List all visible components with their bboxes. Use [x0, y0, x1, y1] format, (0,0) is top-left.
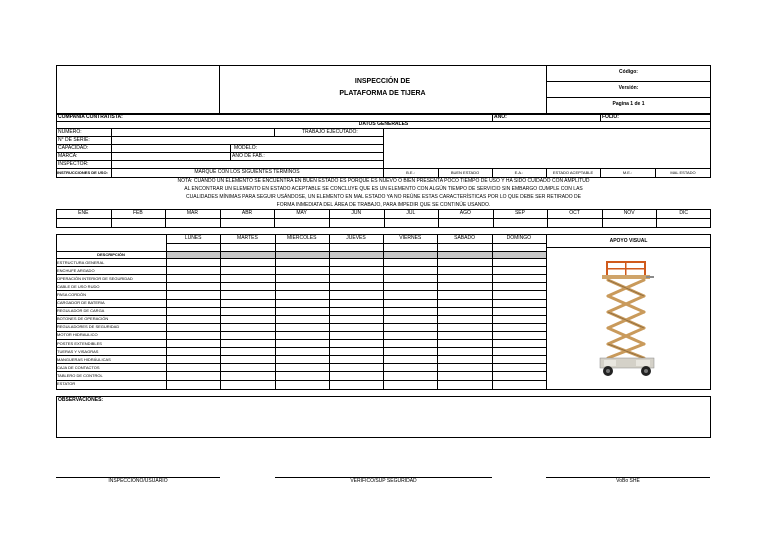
day-label: MARTES — [237, 235, 258, 241]
instructions-label: INSTRUCCIONES DE USO: — [57, 170, 108, 175]
month-label: OCT — [569, 210, 580, 216]
day-label: VIERNES — [399, 235, 422, 241]
month-label: FEB — [133, 210, 143, 216]
month-label: ABR — [241, 210, 253, 216]
version-label: Versión: — [618, 85, 639, 91]
trabajo-label: TRABAJO EJECUTADO: — [302, 129, 358, 135]
item-label: CARGADOR DE BATERIA — [57, 300, 105, 305]
item-label: CABLE DE USO RUDO — [57, 283, 100, 289]
month-label: JUL — [406, 210, 416, 216]
day-label: LUNES — [184, 235, 202, 241]
numero-label: NUMERO: — [58, 129, 82, 135]
item-label: MANGUERAS HIDRÁULICAS — [57, 356, 111, 362]
month-label: NOV — [623, 210, 635, 216]
legend-be-meaning: BUEN ESTADO — [450, 170, 480, 175]
anio-fab-label: AÑO DE FAB.: — [232, 153, 265, 159]
scissor-lift-image — [598, 258, 662, 380]
inspector-label: INSPECTOR: — [58, 161, 89, 167]
month-label: SEP — [514, 210, 525, 216]
month-label: AGO — [459, 210, 471, 216]
legend-me-meaning: MAL ESTADO — [670, 170, 696, 175]
marca-label: MARCA: — [58, 153, 78, 159]
marque-text: MARQUE CON LOS SIGUIENTES TERMINOS — [194, 169, 300, 175]
month-label: JUN — [351, 210, 362, 216]
signature-label-2: VERIFICÓ/SUP SEGURIDAD — [350, 478, 417, 484]
item-label: CAJA DE CONTACTOS — [57, 364, 100, 370]
legend-me-code: M.E.: — [622, 170, 633, 175]
month-label: MAR — [186, 210, 198, 216]
item-label: OPERACIÓN INTERIOR DE SEGURIDAD — [57, 275, 133, 281]
note-line2: AL ENCONTRAR UN ELEMENTO EN ESTADO ACEPTABLE SE CONCLUYE QUE ES UN ELEMENTO CON ALGÚN TIEMPO DE SERVICIO SIN EMBARGO CUMPLE CON LAS — [184, 186, 583, 192]
day-label: SÁBADO — [454, 235, 475, 241]
item-label: ESTATOR — [57, 381, 76, 386]
note-line3: CUALIDADES MÍNIMAS PARA SEGUIR USÁNDOSE, UN ELEMENTO EN MAL ESTADO YA NO REÚNE ESTAS CARACTERÍSTICAS POR LO QUE DEBE SER RETIRADO DE — [186, 194, 581, 200]
month-label: MAY — [296, 210, 307, 216]
month-label: DIC — [679, 210, 688, 216]
note-line1: NOTA: CUANDO UN ELEMENTO SE ENCUENTRA EN BUEN ESTADO ES PORQUE ES NUEVO O BIEN PRESENTA POCO TIEMPO DE USO Y HA SIDO CUIDADO CON AMPLITUD — [177, 178, 590, 184]
month-label: ENE — [78, 210, 89, 216]
day-label: JUEVES — [346, 235, 366, 241]
item-label: PASA CORDÓN — [57, 291, 87, 297]
day-label: MIÉRCOLES — [286, 235, 317, 241]
signature-label-3: VoBo SHE — [616, 478, 640, 484]
item-label: TABLERO DE CONTROL — [57, 372, 103, 378]
observaciones-box — [56, 396, 711, 438]
legend-ea-code: E.A.: — [514, 170, 524, 175]
doc-title-line2: PLATAFORMA DE TIJERA — [339, 90, 426, 97]
serie-label: N° DE SERIE: — [58, 137, 90, 143]
item-label: REGULADOR DE CARGA — [57, 308, 105, 314]
observaciones-label: OBSERVACIONES: — [58, 397, 104, 403]
folio-label: FOLIO: — [602, 114, 619, 120]
modelo-label: MODELO: — [234, 145, 258, 151]
item-label: REGULADORES DE SEGURIDAD — [57, 324, 120, 330]
item-label: ESTRUCTURA GENERAL — [57, 259, 105, 265]
item-label: BOTONES DE OPERACIÓN — [57, 316, 109, 322]
pagina-label: Pagina 1 de 1 — [612, 101, 645, 107]
days-header-shade — [166, 251, 546, 258]
datos-generales-title: DATOS GENERALES — [358, 121, 409, 127]
legend-ea-meaning: ESTADO ACEPTABLE — [552, 170, 594, 175]
item-label: POSTES EXTENDIBLES — [57, 340, 102, 346]
descripcion-label: DESCRIPCIÓN — [97, 252, 125, 257]
codigo-label: Código: — [619, 69, 638, 75]
apoyo-visual-label: APOYO VISUAL — [609, 238, 648, 244]
company-label: COMPAÑIA CONTRATISTA: — [58, 114, 123, 120]
legend-be-code: B.E.: — [406, 170, 415, 175]
capacidad-label: CAPACIDAD: — [58, 145, 89, 151]
signature-label-1: INSPECCIONÓ/USUARIO — [108, 478, 168, 484]
item-label: ENCHUFE ARGADO — [57, 267, 95, 273]
doc-title-line1: INSPECCIÓN DE — [354, 78, 411, 85]
day-label: DOMINGO — [506, 235, 532, 241]
note-line4: FORMA INMEDIATA DEL ÁREA DE TRABAJO, PARA IMPEDIR QUE SE CONTINÚE USANDO. — [276, 202, 491, 208]
year-label: AÑO: — [494, 114, 507, 120]
item-label: TUERAS Y VISAGRAS — [57, 348, 99, 354]
item-label: MOTOR HIDRAULICO — [57, 332, 98, 338]
